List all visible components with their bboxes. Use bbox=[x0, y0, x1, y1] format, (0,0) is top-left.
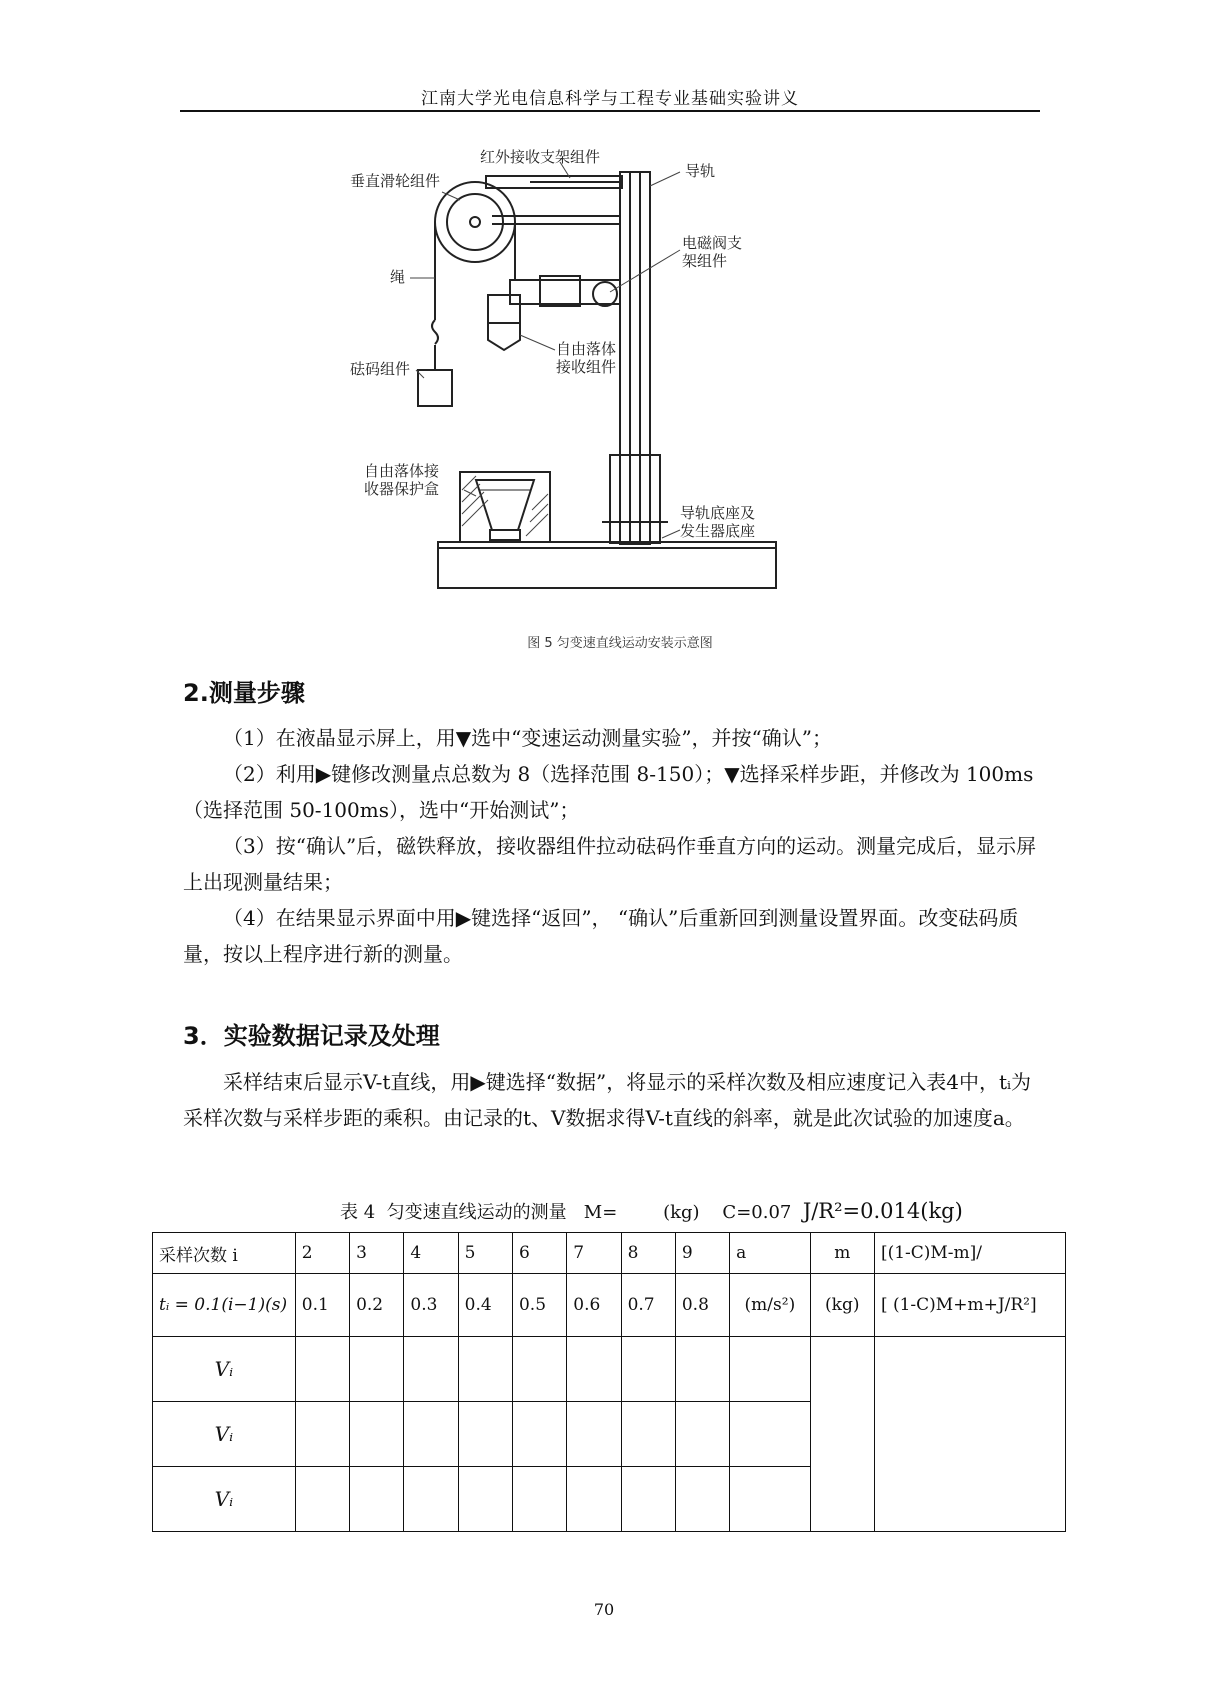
table-caption-left: 表 4 匀变速直线运动的测量 M= (kg) C=0.07 bbox=[340, 1202, 803, 1223]
table-caption-right: J/R²=0.014(kg) bbox=[802, 1199, 963, 1223]
row-label-velocity: Vᵢ bbox=[153, 1467, 296, 1532]
label-solenoid-bracket-1: 电磁阀支 bbox=[682, 234, 743, 252]
label-freefall-receiver-1: 自由落体 bbox=[556, 340, 617, 358]
header-index: 4 bbox=[404, 1233, 458, 1274]
header-time-formula: tᵢ = 0.1(i−1)(s) bbox=[153, 1274, 296, 1337]
mass-cell bbox=[810, 1337, 874, 1532]
data-cell bbox=[350, 1402, 404, 1467]
apparatus-figure bbox=[350, 148, 860, 630]
weight-block bbox=[418, 370, 452, 406]
data-cell bbox=[295, 1402, 349, 1467]
data-cell bbox=[512, 1402, 566, 1467]
header-index: 2 bbox=[295, 1233, 349, 1274]
data-cell bbox=[621, 1402, 675, 1467]
header-acceleration-unit: (m/s²) bbox=[730, 1274, 810, 1337]
section-title-data: 3．实验数据记录及处理 bbox=[183, 1022, 440, 1050]
header-time: 0.7 bbox=[621, 1274, 675, 1337]
label-rail-base-1: 导轨底座及 bbox=[680, 504, 756, 522]
table-caption bbox=[340, 1198, 1040, 1224]
data-cell bbox=[404, 1337, 458, 1402]
header-ratio-top: [(1-C)M-m]/ bbox=[874, 1233, 1065, 1274]
step-3: （3）按“确认”后，磁铁释放，接收器组件拉动砝码作垂直方向的运动。测量完成后，显示屏上出现测量结果； bbox=[183, 834, 1037, 894]
data-cell bbox=[404, 1402, 458, 1467]
data-cell bbox=[295, 1337, 349, 1402]
header-rule bbox=[180, 110, 1040, 112]
header-index: 9 bbox=[675, 1233, 729, 1274]
data-cell bbox=[295, 1467, 349, 1532]
header-time: 0.1 bbox=[295, 1274, 349, 1337]
data-cell bbox=[458, 1467, 512, 1532]
label-protect-box-1: 自由落体接 bbox=[364, 462, 440, 480]
step-2: （2）利用▶键修改测量点总数为 8（选择范围 8-150）；▼选择采样步距，并修改为 100ms（选择范围 50-100ms），选中“开始测试”； bbox=[183, 762, 1034, 822]
section-title-steps: 2.测量步骤 bbox=[183, 679, 305, 707]
data-cell bbox=[730, 1467, 810, 1532]
row-label-velocity: Vᵢ bbox=[153, 1337, 296, 1402]
guide-rail-post bbox=[620, 172, 650, 544]
label-rail-base-2: 发生器底座 bbox=[680, 522, 756, 540]
data-cell bbox=[512, 1467, 566, 1532]
steps-list bbox=[183, 720, 1043, 972]
label-weight: 砝码组件 bbox=[350, 360, 411, 378]
measurement-table bbox=[152, 1232, 1066, 1532]
data-cell bbox=[567, 1402, 621, 1467]
table-row bbox=[153, 1337, 1066, 1402]
header-mass: m bbox=[810, 1233, 874, 1274]
header-time: 0.6 bbox=[567, 1274, 621, 1337]
running-header: 江南大学光电信息科学与工程专业基础实验讲义 bbox=[421, 89, 799, 109]
header-time: 0.3 bbox=[404, 1274, 458, 1337]
data-cell bbox=[567, 1467, 621, 1532]
header-mass-unit: (kg) bbox=[810, 1274, 874, 1337]
data-cell bbox=[730, 1337, 810, 1402]
data-cell bbox=[675, 1337, 729, 1402]
header-ratio-bottom: [ (1-C)M+m+J/R²] bbox=[874, 1274, 1065, 1337]
table-header-row-1 bbox=[153, 1233, 1066, 1274]
data-paragraph-block bbox=[183, 1064, 1043, 1136]
data-cell bbox=[675, 1402, 729, 1467]
protective-box bbox=[460, 472, 550, 542]
data-cell bbox=[350, 1467, 404, 1532]
header-acceleration: a bbox=[730, 1233, 810, 1274]
data-cell bbox=[621, 1467, 675, 1532]
header-sample-label: 采样次数 i bbox=[153, 1233, 296, 1274]
ratio-cell bbox=[874, 1337, 1065, 1532]
page-number: 70 bbox=[593, 1600, 615, 1619]
label-rope: 绳 bbox=[390, 268, 406, 286]
figure-caption: 图 5 匀变速直线运动安装示意图 bbox=[527, 636, 713, 651]
label-freefall-receiver-2: 接收组件 bbox=[556, 358, 617, 376]
label-vertical-pulley: 垂直滑轮组件 bbox=[350, 172, 441, 190]
header-time: 0.2 bbox=[350, 1274, 404, 1337]
row-label-velocity: Vᵢ bbox=[153, 1402, 296, 1467]
label-solenoid-bracket-2: 架组件 bbox=[682, 252, 728, 270]
header-index: 8 bbox=[621, 1233, 675, 1274]
header-index: 5 bbox=[458, 1233, 512, 1274]
label-protect-box-2: 收器保护盒 bbox=[364, 480, 440, 498]
label-ir-bracket: 红外接收支架组件 bbox=[480, 148, 601, 166]
label-guide-rail: 导轨 bbox=[685, 162, 716, 180]
data-cell bbox=[350, 1337, 404, 1402]
header-time: 0.4 bbox=[458, 1274, 512, 1337]
data-cell bbox=[621, 1337, 675, 1402]
data-cell bbox=[512, 1337, 566, 1402]
data-cell bbox=[675, 1467, 729, 1532]
table-header-row-2 bbox=[153, 1274, 1066, 1337]
header-index: 6 bbox=[512, 1233, 566, 1274]
data-cell bbox=[458, 1402, 512, 1467]
data-cell bbox=[458, 1337, 512, 1402]
step-4: （4）在结果显示界面中用▶键选择“返回”， “确认”后重新回到测量设置界面。改变砝码质量，按以上程序进行新的测量。 bbox=[183, 906, 1019, 966]
header-time: 0.5 bbox=[512, 1274, 566, 1337]
data-cell bbox=[567, 1337, 621, 1402]
step-1: （1）在液晶显示屏上，用▼选中“变速运动测量实验”，并按“确认”； bbox=[223, 726, 833, 750]
header-index: 7 bbox=[567, 1233, 621, 1274]
data-cell bbox=[730, 1402, 810, 1467]
apparatus-diagram bbox=[350, 148, 860, 630]
data-cell bbox=[404, 1467, 458, 1532]
header-time: 0.8 bbox=[675, 1274, 729, 1337]
data-paragraph: 采样结束后显示V-t直线，用▶键选择“数据”，将显示的采样次数及相应速度记入表4中，tᵢ为采样次数与采样步距的乘积。由记录的t、V数据求得V-t直线的斜率，就是此次试验的加速度a。 bbox=[183, 1070, 1032, 1130]
header-index: 3 bbox=[350, 1233, 404, 1274]
